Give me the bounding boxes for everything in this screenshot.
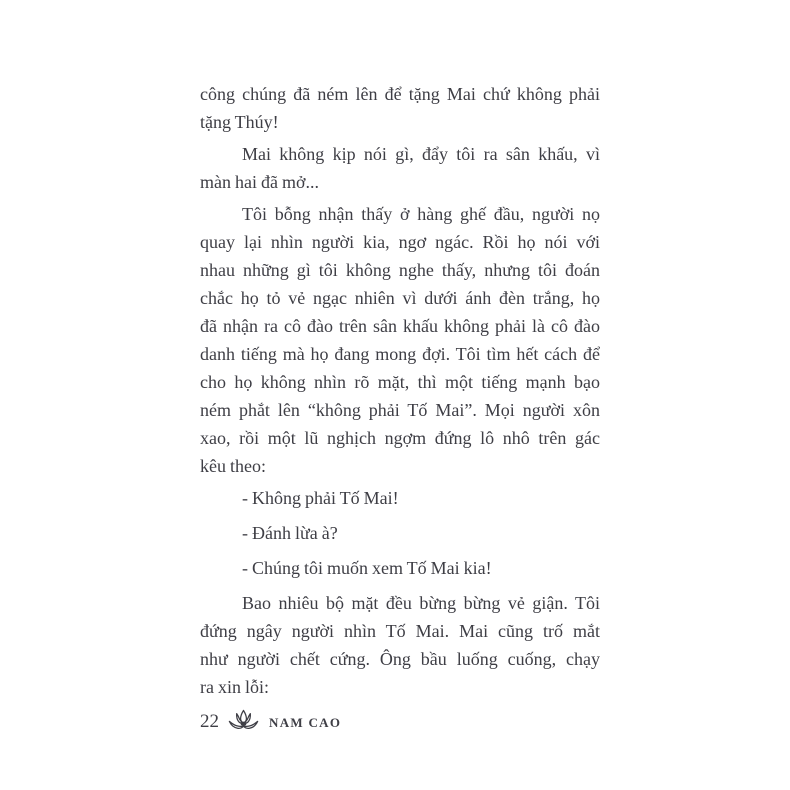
text-line: công chúng đã ném lên để tặng Mai chứ không phải bbox=[200, 84, 600, 104]
lotus-icon bbox=[228, 709, 259, 737]
author-name: NAM CAO bbox=[269, 715, 342, 730]
body-paragraph bbox=[200, 589, 600, 701]
text-line: ném phắt lên “không phải Tố Mai”. Mọi người xôn bbox=[200, 400, 600, 420]
page-footer bbox=[200, 707, 341, 737]
dialogue-paragraph bbox=[200, 484, 600, 512]
text-line: xao, rồi một lũ nghịch ngợm đứng lô nhô trên gác bbox=[200, 428, 600, 448]
text-line: đã nhận ra cô đào trên sân khấu không phải là cô đào bbox=[200, 316, 600, 336]
text-block bbox=[200, 80, 600, 705]
text-line: nhau những gì tôi không nghe thấy, nhưng tôi đoán bbox=[200, 260, 600, 280]
text-line: Tôi bỗng nhận thấy ở hàng ghế đầu, người nọ bbox=[242, 204, 600, 224]
text-line: ra xin lỗi: bbox=[200, 677, 269, 697]
text-line: như người chết cứng. Ông bầu luống cuống, chạy bbox=[200, 649, 600, 669]
dialogue-paragraph bbox=[200, 519, 600, 547]
dialogue-paragraph bbox=[200, 554, 600, 582]
text-line: cho họ không nhìn rõ mặt, thì một tiếng mạnh bạo bbox=[200, 372, 600, 392]
body-paragraph bbox=[200, 200, 600, 480]
text-line: màn hai đã mở... bbox=[200, 172, 319, 192]
text-line: danh tiếng mà họ đang mong đợi. Tôi tìm hết cách để bbox=[200, 344, 600, 364]
text-line: đứng ngây người nhìn Tố Mai. Mai cũng trố mắt bbox=[200, 621, 600, 641]
text-line: tặng Thúy! bbox=[200, 112, 279, 132]
page-number: 22 bbox=[200, 711, 219, 732]
body-paragraph bbox=[200, 140, 600, 196]
text-line: - Đánh lừa à? bbox=[242, 523, 338, 543]
text-line: Mai không kịp nói gì, đẩy tôi ra sân khấu, vì bbox=[242, 144, 600, 164]
body-paragraph bbox=[200, 80, 600, 136]
text-line: quay lại nhìn người kia, ngơ ngác. Rồi họ nói với bbox=[200, 232, 600, 252]
text-line: - Chúng tôi muốn xem Tố Mai kia! bbox=[242, 558, 492, 578]
text-line: kêu theo: bbox=[200, 456, 266, 476]
text-line: chắc họ tỏ vẻ ngạc nhiên vì dưới ánh đèn trắng, họ bbox=[200, 288, 600, 308]
text-line: - Không phải Tố Mai! bbox=[242, 488, 399, 508]
text-line: Bao nhiêu bộ mặt đều bừng bừng vẻ giận. Tôi bbox=[242, 593, 600, 613]
